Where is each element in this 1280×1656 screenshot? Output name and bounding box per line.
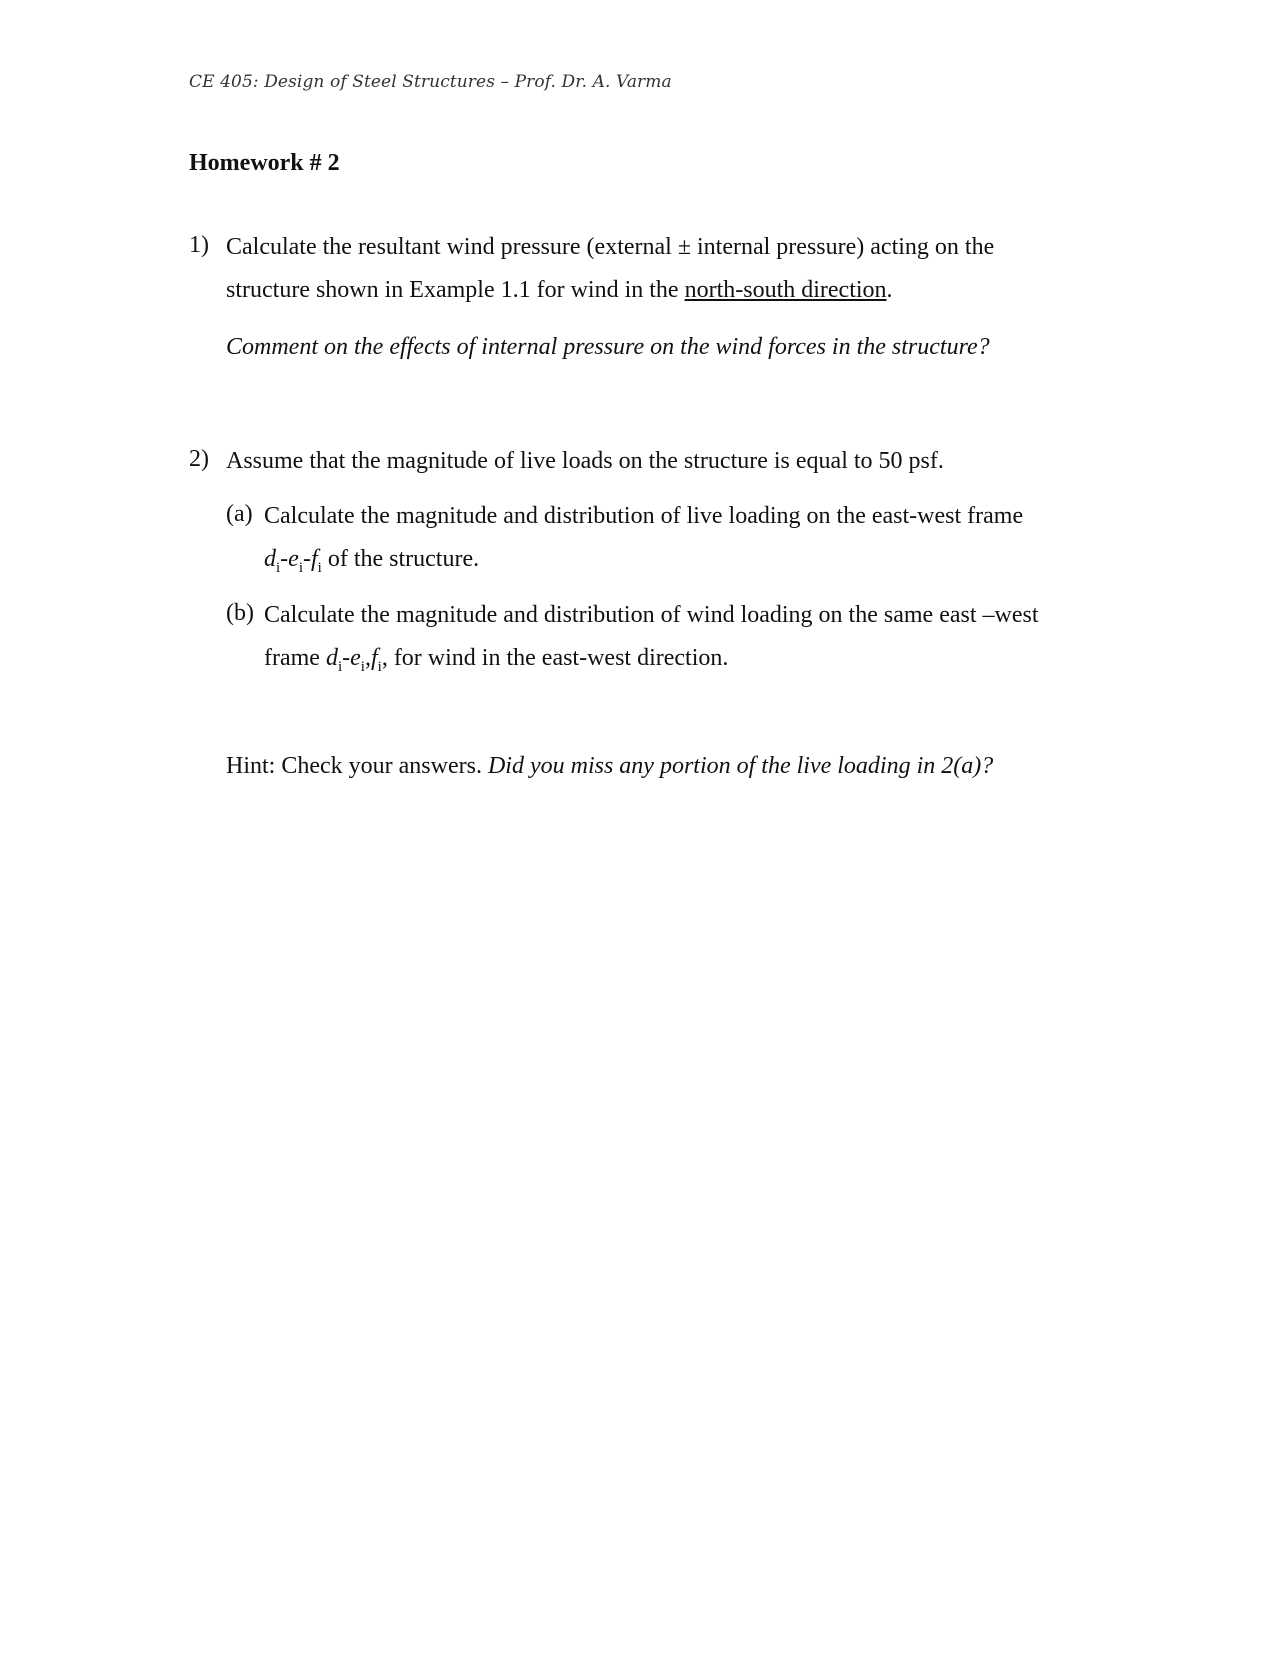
part-a-end: of the structure. [321, 546, 480, 572]
frame-sub-i: i [377, 658, 382, 675]
frame-sub-i: i [298, 559, 303, 576]
frame-dash: - [342, 645, 351, 671]
frame-sub-i: i [337, 658, 343, 675]
frame-comma: , [364, 645, 371, 671]
hint [226, 745, 1106, 788]
north-south-direction-link: north-south direction [684, 277, 887, 303]
part-b-end: , for wind in the east-west direction. [381, 645, 729, 671]
question-2-text: Assume that the magnitude of live loads on the structure is equal to 50 psf. [226, 448, 944, 474]
part-b-frame-prefix: frame [264, 645, 326, 671]
part-b-body: Calculate the magnitude and distribution of wind loading on the same east –west [264, 602, 1039, 628]
frame-sub-i: i [317, 559, 322, 576]
hint-question: Did you miss any portion of the live loading in 2(a)? [487, 753, 994, 779]
part-b-text [264, 594, 1104, 689]
part-b-label: (b) [226, 600, 254, 626]
question-1-comment: Comment on the effects of internal pressure on the wind forces in the structure? [226, 334, 990, 360]
question-2-number: 2) [189, 446, 209, 472]
frame-sub-i: i [360, 658, 365, 675]
frame-var-d: d [325, 645, 338, 671]
question-1-period: . [886, 277, 893, 303]
frame-var-e: e [350, 645, 361, 671]
question-1-body: Calculate the resultant wind pressure (external ± internal pressure) acting on the structure shown in Example 1.1 for wind in the [226, 234, 995, 303]
course-header: CE 405: Design of Steel Structures – Prof. Dr. A. Varma [189, 72, 672, 92]
part-a-label: (a) [226, 501, 253, 527]
frame-var-f: f [311, 546, 318, 572]
question-1-number: 1) [189, 232, 209, 258]
frame-sub-i: i [276, 559, 281, 576]
hint-label: Hint: Check your answers. [226, 753, 488, 779]
frame-var-e: e [288, 546, 299, 572]
frame-var-f: f [370, 645, 378, 671]
part-a-text [264, 495, 1104, 590]
frame-dash: - [303, 546, 311, 572]
frame-dash: - [280, 546, 289, 572]
question-1-text [226, 226, 1046, 312]
frame-var-d: d [264, 546, 276, 572]
part-a-body: Calculate the magnitude and distribution of live loading on the east-west frame [264, 503, 1024, 529]
homework-title: Homework # 2 [189, 150, 340, 176]
